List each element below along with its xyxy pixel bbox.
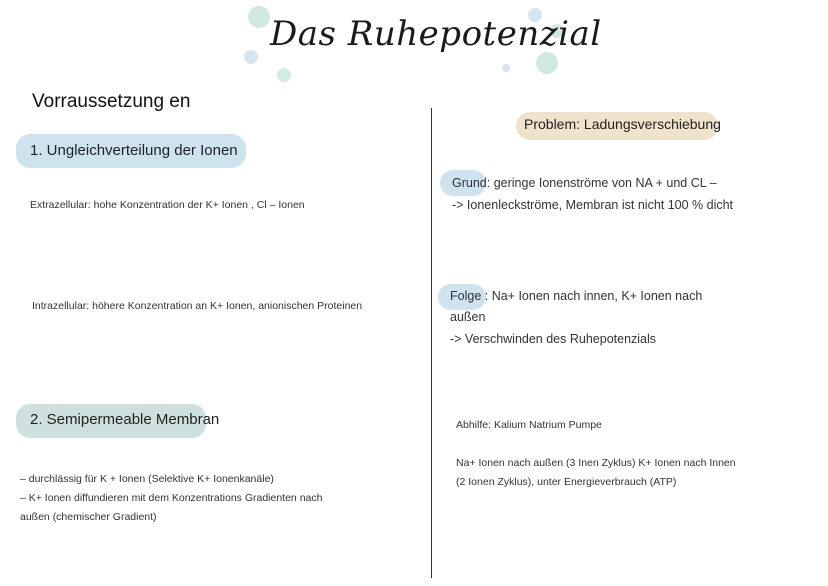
decor-dot: [502, 64, 510, 72]
grund-line: [452, 172, 717, 194]
grund-line-2: -> Ionenleckströme, Membran ist nicht 100 % dicht: [452, 198, 734, 212]
decor-dot: [244, 50, 258, 64]
extrazellular-text: Extrazellular: hohe Konzentration der K+ Ionen , Cl – Ionen: [30, 199, 305, 211]
membran-line-1: – durchlässig für K + Ionen (Selektive K+ Ionenkanäle): [20, 473, 274, 485]
folge-label: Folge :: [450, 289, 489, 303]
problem-title: Problem: Ladungsverschiebung: [524, 116, 721, 132]
intrazellular-text: Intrazellular: höhere Konzentration an K+ Ionen, anionischen Proteinen: [32, 300, 363, 312]
decor-dot: [536, 52, 558, 74]
folge-line-2: außen: [450, 310, 486, 324]
pumpe-line-1: Na+ Ionen nach außen (3 Inen Zyklus) K+ Ionen nach Innen: [456, 457, 736, 469]
pumpe-line-2: (2 Ionen Zyklus), unter Energieverbrauch (ATP): [456, 476, 677, 488]
decor-dot: [248, 6, 270, 28]
column-divider: [431, 108, 432, 578]
folge-line-3: -> Verschwinden des Ruhepotenzials: [450, 332, 657, 346]
page-title: Das Ruhepotenzial: [270, 14, 602, 54]
folge-line: [450, 285, 702, 307]
section-heading: Vorraussetzung en: [32, 91, 191, 112]
section2-title: 2. Semipermeable Membran: [30, 411, 220, 428]
membran-line-3: außen (chemischer Gradient): [20, 511, 157, 523]
grund-text: geringe Ionenströme von NA + und CL –: [493, 176, 717, 190]
abhilfe-text: Abhilfe: Kalium Natrium Pumpe: [456, 419, 602, 431]
membran-line-2: – K+ Ionen diffundieren mit dem Konzentrations Gradienten nach: [20, 492, 323, 504]
folge-text: Na+ Ionen nach innen, K+ Ionen nach: [491, 289, 703, 303]
section1-title: 1. Ungleichverteilung der Ionen: [30, 142, 238, 159]
decor-dot: [277, 68, 291, 82]
grund-label: Grund:: [452, 176, 491, 190]
